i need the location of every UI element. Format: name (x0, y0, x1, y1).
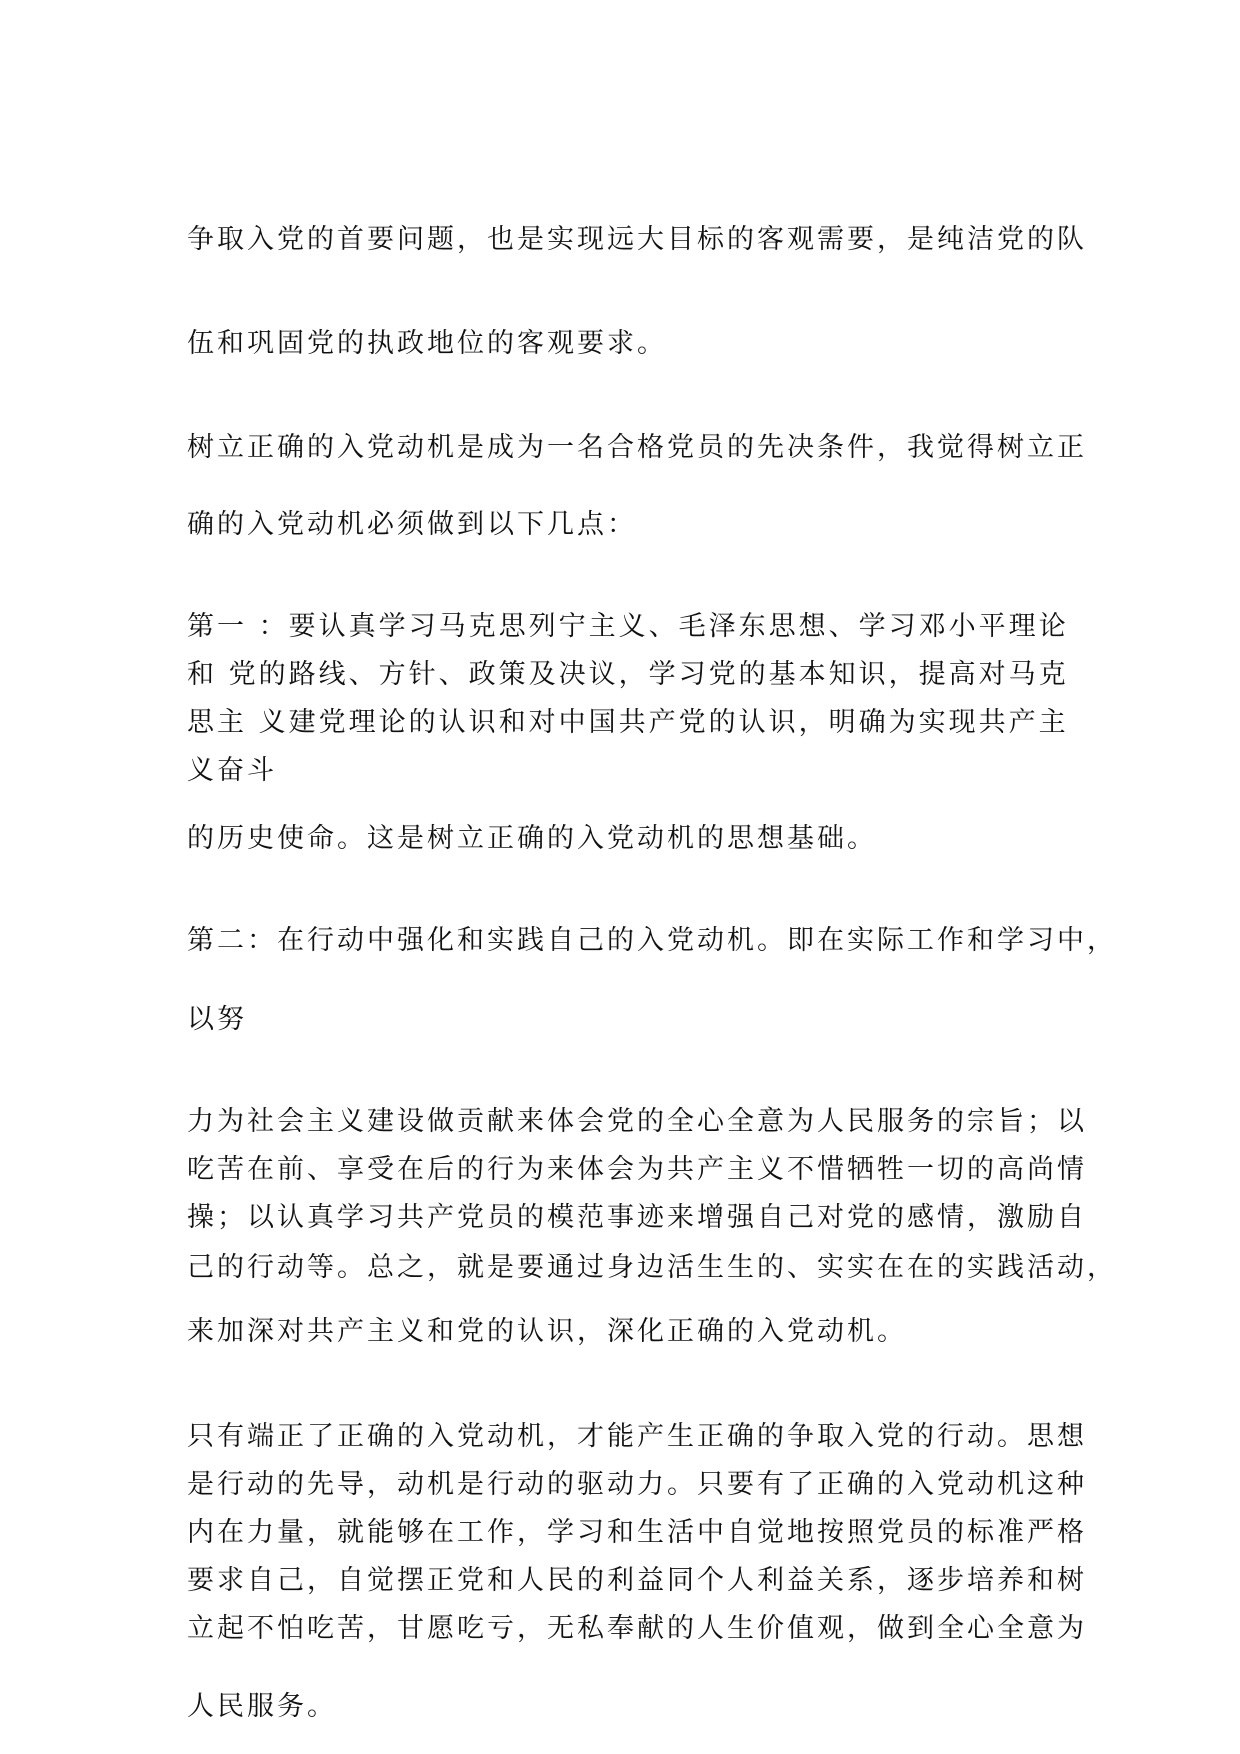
text-line: 争取入党的首要问题，也是实现远大目标的客观需要，是纯洁党的队 (187, 224, 1087, 255)
text-line: 第一 ：要认真学习马克思列宁主义、毛泽东思想、学习邓小平理论 (187, 611, 1069, 642)
text-line: 己的行动等。总之，就是要通过身边活生生的、实实在在的实践活动， (187, 1252, 1117, 1283)
text-line: 第二：在行动中强化和实践自己的入党动机。即在实际工作和学习中， (187, 925, 1117, 956)
text-line: 来加深对共产主义和党的认识，深化正确的入党动机。 (187, 1316, 907, 1347)
text-line: 以努 (187, 1004, 247, 1035)
text-line: 内在力量，就能够在工作，学习和生活中自觉地按照党员的标准严格 (187, 1517, 1087, 1548)
text-line: 操；以认真学习共产党员的模范事迹来增强自己对党的感情，激励自 (187, 1202, 1087, 1233)
text-line: 义奋斗 (187, 755, 277, 786)
text-line: 人民服务。 (187, 1691, 337, 1722)
text-line: 力为社会主义建设做贡献来体会党的全心全意为人民服务的宗旨；以 (187, 1106, 1087, 1137)
text-line: 是行动的先导，动机是行动的驱动力。只要有了正确的入党动机这种 (187, 1469, 1087, 1500)
text-line: 的历史使命。这是树立正确的入党动机的思想基础。 (187, 823, 877, 854)
text-line: 思主 义建党理论的认识和对中国共产党的认识，明确为实现共产主 (187, 707, 1069, 738)
text-line: 吃苦在前、享受在后的行为来体会为共产主义不惜牺牲一切的高尚情 (187, 1154, 1087, 1185)
text-line: 只有端正了正确的入党动机，才能产生正确的争取入党的行动。思想 (187, 1421, 1087, 1452)
text-line: 立起不怕吃苦，甘愿吃亏，无私奉献的人生价值观，做到全心全意为 (187, 1613, 1087, 1644)
text-line: 树立正确的入党动机是成为一名合格党员的先决条件，我觉得树立正 (187, 432, 1087, 463)
text-line: 伍和巩固党的执政地位的客观要求。 (187, 328, 667, 359)
text-line: 确的入党动机必须做到以下几点： (187, 509, 637, 540)
text-line: 和 党的路线、方针、政策及决议，学习党的基本知识，提高对马克 (187, 659, 1069, 690)
text-line: 要求自己，自觉摆正党和人民的利益同个人利益关系，逐步培养和树 (187, 1565, 1087, 1596)
